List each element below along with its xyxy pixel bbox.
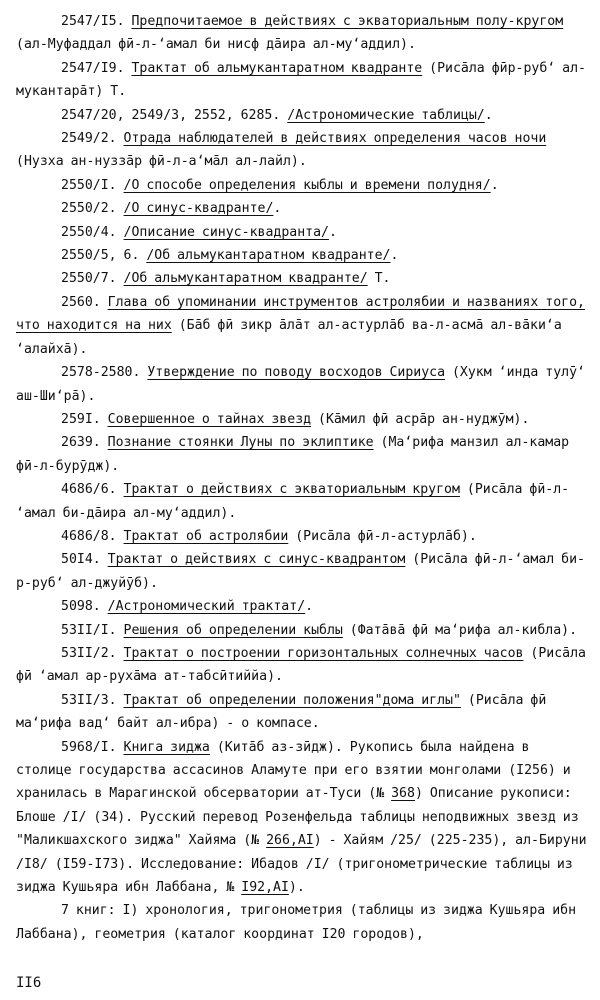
entry-text: (Риса̄ла фӣр-рубʻ ал-мукантара̄т) Т. [16,60,586,100]
entry-title-underlined: Глава об упоминании инструментов астролябии и названиях того, что находится на них [16,294,585,334]
catalog-entry [16,10,588,57]
catalog-entry [16,689,588,736]
entry-title-underlined: I92,АI [241,880,289,896]
entry-title-underlined: /О способе определения кыблы и времени полудня/ [123,177,491,193]
entry-text: 2550/5, 6. [61,248,147,264]
entry-text: 4686/6. [61,482,124,498]
catalog-entry [16,595,588,618]
entry-text: (Риса̄ла фӣ-л-ʻамал би-да̄ира ал-муʻаддил). [16,482,570,521]
entry-text: 53II/I. [61,622,124,638]
entry-text: . [390,248,399,264]
entry-title-underlined: Трактат об астролябии [123,528,289,544]
catalog-entry [16,525,588,548]
entry-text: (Кита̄б аз-зӣдж). Рукопись была найдена в столице государства ассасинов Аламуте при его взятии монголами (I256) и хранилась в Марагинской обсерватории ат-Туси (№ [16,739,571,802]
entry-text: 2639. [61,435,108,451]
catalog-entry [16,408,588,431]
entry-text: . [305,599,314,615]
entry-text: 259I. [61,411,108,427]
entry-title-underlined: Трактат о построении горизонтальных солнечных часов [123,645,524,661]
entry-text: 2550/7. [61,271,124,287]
entry-title-underlined: Предпочитаемое в действиях с экваториальным полу-кругом [131,14,564,29]
entry-text: 2560. [61,294,108,310]
entry-title-underlined: Книга зиджа [123,739,210,755]
entry-text: (Хукм ʻинда тулӯʻ аш-Шиʻра̄). [16,365,585,404]
entry-text: ) - Хайям /25/ (225-235), ал-Бируни /I8/ (I59-I73). Исследование: Ибадов /I/ (тригонометрические таблицы из зиджа Кушьяра ибн Лаббана, № [16,833,587,896]
entry-title-underlined: Совершенное о тайнах звезд [107,411,312,427]
entry-text: 53II/2. [61,645,124,661]
entry-title-underlined: 266,АI [266,833,314,849]
entry-text: (Фата̄ва̄ фӣ маʻрифа ал-кибла). [342,622,578,638]
catalog-entry [16,736,588,900]
entry-text: (Ка̄мил фӣ асра̄р ан-нуджӯм). [311,411,530,427]
entry-text: 5968/I. [61,739,124,755]
catalog-entries [16,10,588,946]
entry-text: 53II/3. [61,692,124,708]
entry-text: Т. [367,271,391,287]
entry-text: 5098. [61,599,108,615]
entry-text: 7 книг: I) хронология, тригонометрия (таблицы из зиджа Кушьяра ибн Лаббана), геометрия (каталог координат I20 городов), [16,903,577,942]
catalog-entry [16,127,588,174]
entry-text: 2547/I5. [61,14,132,29]
entry-text: 2578-2580. [61,365,148,381]
entry-text: . [490,177,499,193]
catalog-entry [16,642,588,689]
entry-title-underlined: Трактат о действиях с экваториальным кругом [123,482,460,498]
entry-text: ). [288,880,305,896]
entry-text: . [273,201,282,217]
catalog-entry [16,104,588,127]
entry-title-underlined: Отрада наблюдателей в действиях определения часов ночи [123,131,547,147]
page-number: II6 [16,975,42,991]
entry-text: 2550/2. [61,201,124,217]
catalog-entry [16,361,588,408]
entry-title-underlined: Познание стоянки Луны по эклиптике [107,435,374,451]
entry-text: (Риса̄ла фӣ маʻрифа вадʻ байт ал-ибра) - о компасе. [16,692,547,732]
catalog-entry [16,197,588,220]
catalog-entry [16,221,588,244]
entry-title-underlined: /Об альмукантаратном квадранте/ [146,248,391,264]
entry-text: . [484,107,493,123]
entry-title-underlined: /Астрономические таблицы/ [287,107,485,123]
entry-text: . [328,224,337,240]
catalog-entry [16,174,588,197]
entry-text: 50I4. [61,552,108,568]
catalog-entry [16,291,588,361]
catalog-entry [16,478,588,525]
entry-text: (Риса̄ла фӣ-л-ʻамал би-р-рубʻ ал-джуйӯб). [16,552,585,591]
entry-text: (Риса̄ла фӣ ʻамал ар-руха̄ма ат-табсӣтиййа). [16,645,586,685]
entry-title-underlined: /Описание синус-квадранта/ [123,224,329,240]
entry-text: 4686/8. [61,528,124,544]
entry-text: 2547/20, 2549/3, 2552, 6285. [61,107,288,123]
entry-title-underlined: Утверждение по поводу восходов Сириуса [147,365,446,381]
catalog-entry [16,267,588,290]
entry-text: 2549/2. [61,131,124,147]
catalog-entry [16,899,588,946]
entry-title-underlined: Трактат об альмукантаратном квадранте [131,60,423,76]
entry-text: 2550/I. [61,177,124,193]
entry-text: (ал-Муфаддал фӣ-л-ʻамал би нисф да̄ира ал-муʻаддил). [16,37,416,53]
entry-text: (Риса̄ла фӣ-л-астурла̄б). [288,528,477,544]
catalog-entry [16,548,588,595]
catalog-entry [16,619,588,642]
catalog-entry [16,244,588,267]
entry-text: (Нузха ан-нузза̄р фӣ-л-аʻма̄л ал-лайл). [16,154,307,170]
entry-title-underlined: /Об альмукантаратном квадранте/ [123,271,368,287]
entry-text: 2547/I9. [61,60,132,76]
entry-title-underlined: Трактат о действиях с синус-квадрантом [107,552,406,568]
entry-title-underlined: /Астрономический трактат/ [107,599,306,615]
entry-text: (Маʻрифа манзил ал-камар фӣ-л-бурӯдж). [16,435,570,474]
entry-title-underlined: Решения об определении кыблы [123,622,343,638]
entry-title-underlined: /О синус-квадранте/ [123,201,274,217]
catalog-entry [16,57,588,104]
entry-text: 2550/4. [61,224,124,240]
entry-title-underlined: Трактат об определении положения"дома иглы" [123,692,461,708]
catalog-entry [16,431,588,478]
entry-title-underlined: 368 [391,786,415,802]
entry-text: ) Описание рукописи: Блоше /I/ (34). Русский перевод Розенфельда таблицы неподвижных звезд из "Маликшахского зиджа" Хайяма (№ [16,786,579,849]
entry-text: (Ба̄б фӣ зикр а̄ла̄т ал-астурла̄б ва-л-асма̄ ал-ва̄киʻа ʻалайха̄). [16,318,562,357]
